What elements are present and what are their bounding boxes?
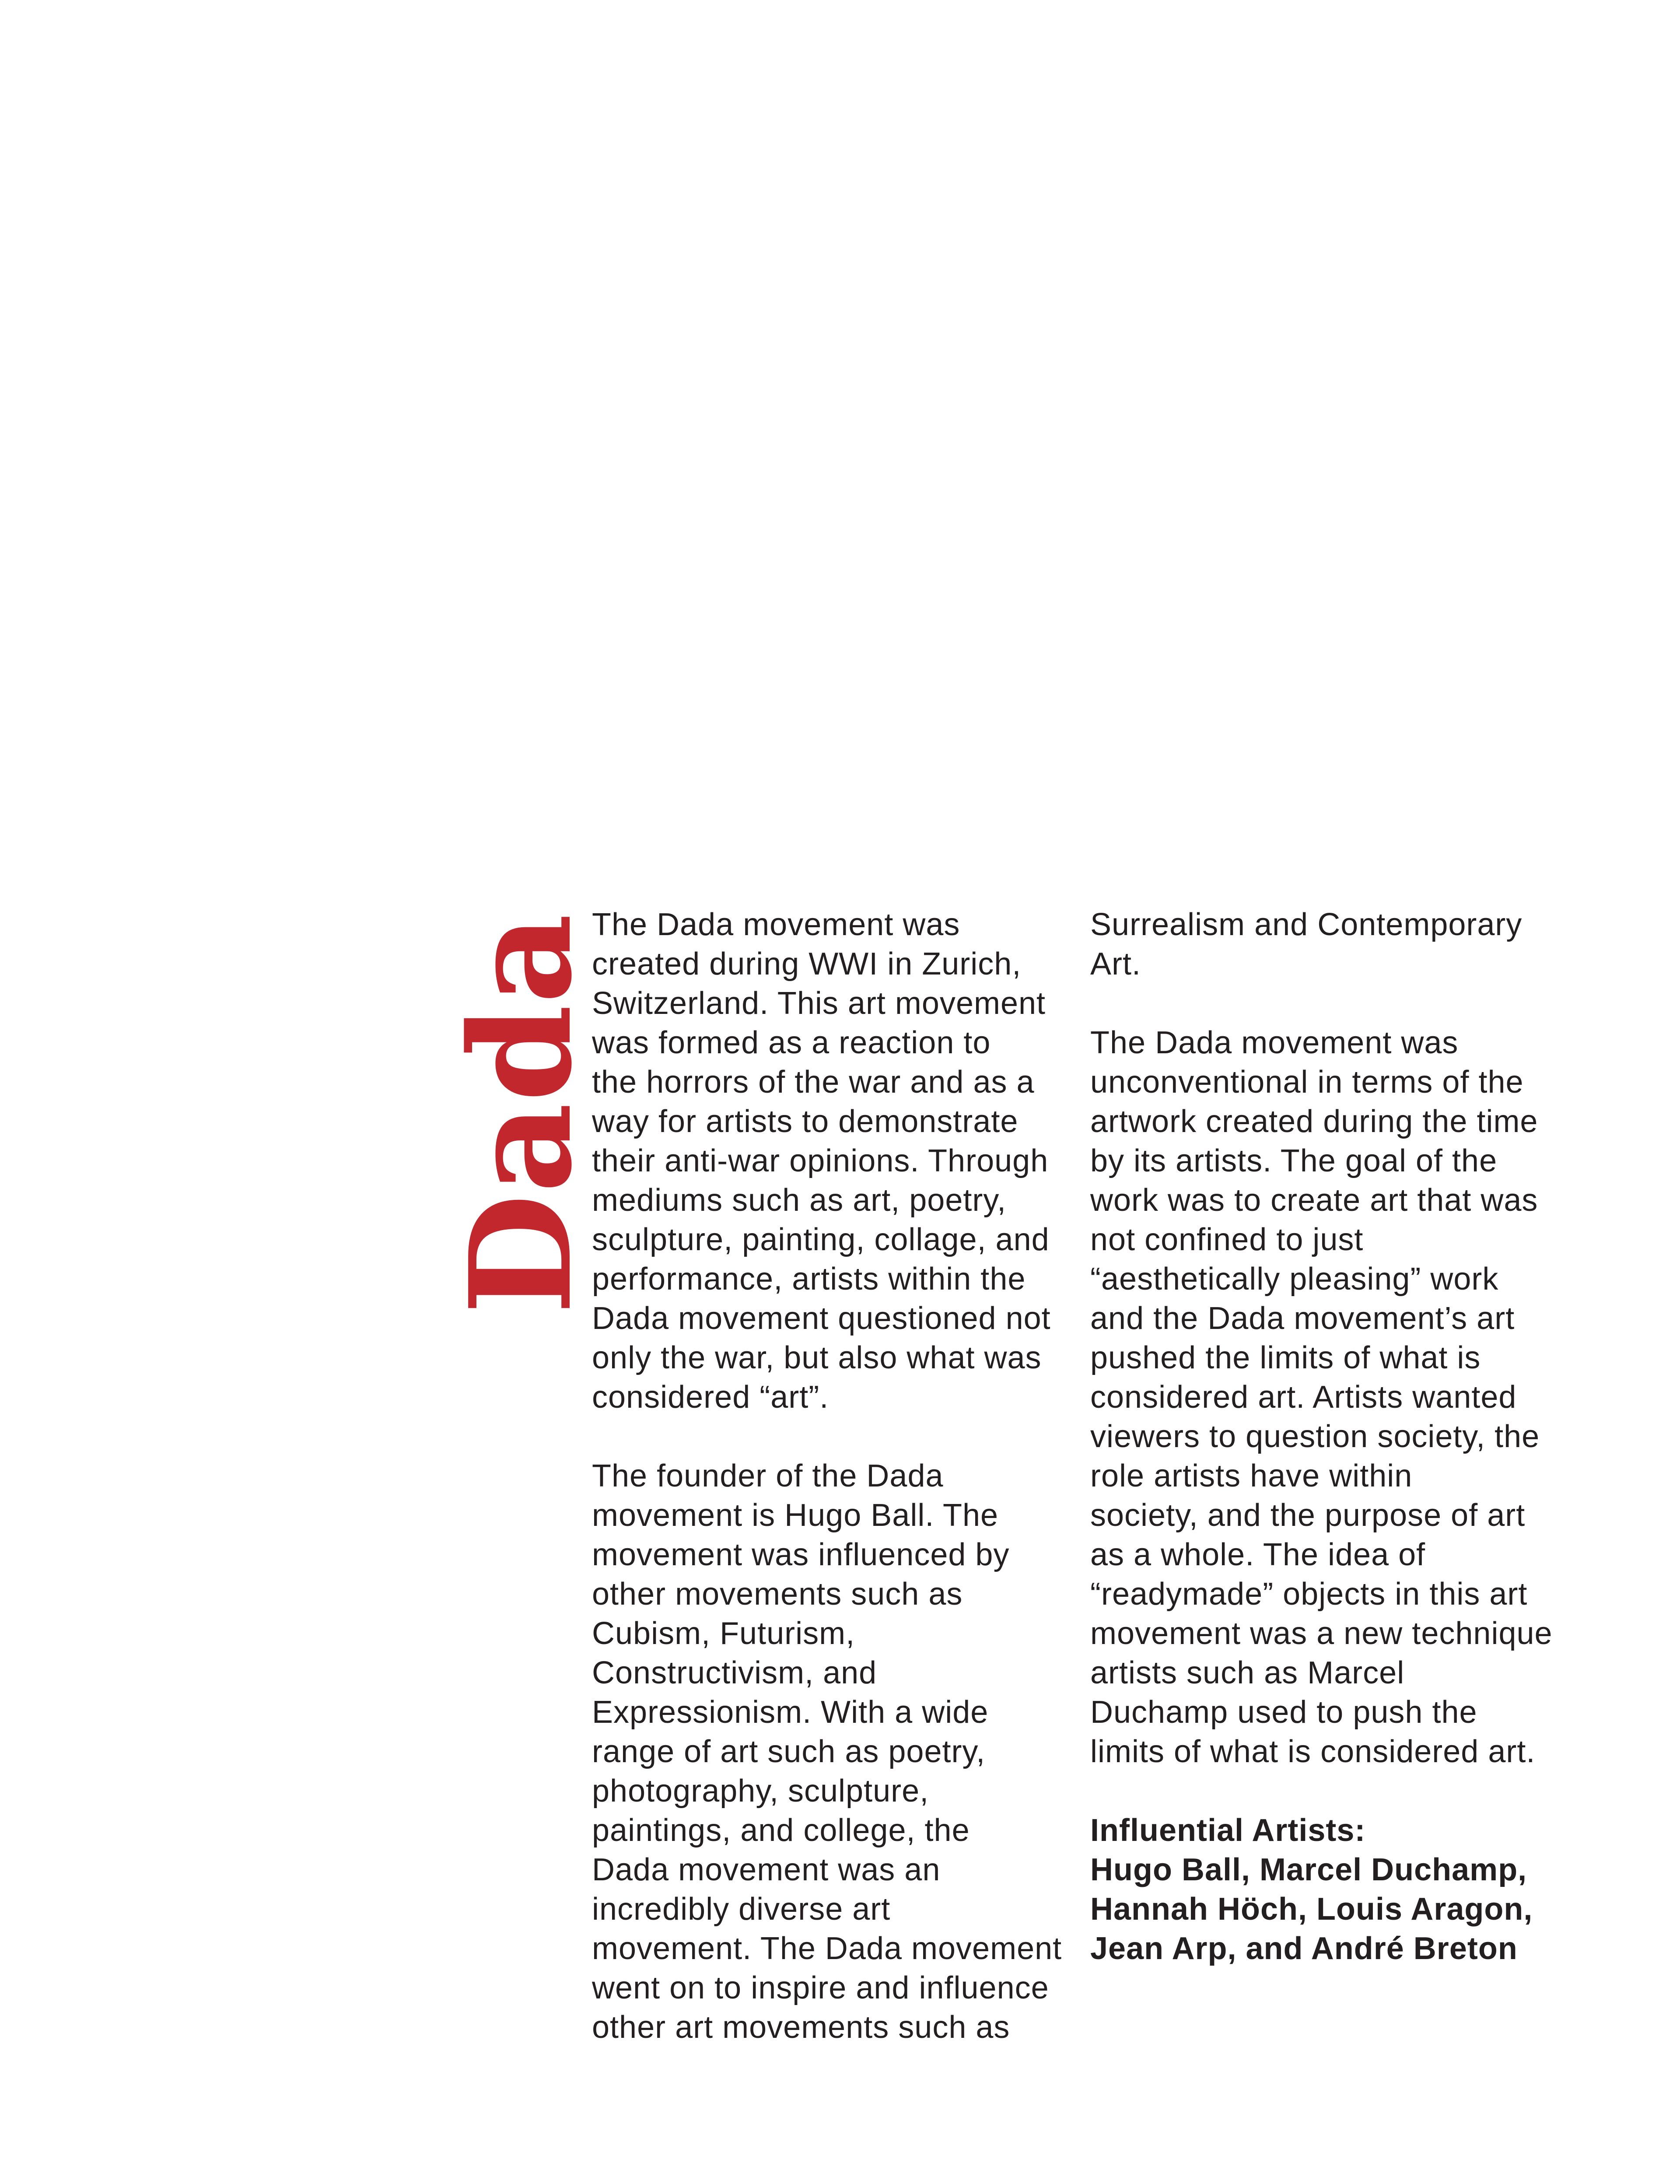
paragraph-goals: The Dada movement was unconventional in terms of the artwork created during the time by its artists. The goal of the work was to create art that was not confined to just “aesthetically pleasing” work and the Dada movement’s art pushed the limits of what is considered art. Artists wanted viewers to question society, the role artists have within society, and the purpose of art as a whole. The idea of “readymade” objects in this art movement was a new technique artists such as Marcel Duchamp used to push the limits of what is considered art. [1090,1025,1553,1769]
left-column [592,905,1082,2086]
artists-heading: Influential Artists: [1090,1813,1366,1848]
title-container [439,899,602,1328]
page-title: Dada [439,912,602,1315]
paragraph-continuation: Surrealism and Contemporary Art. [1090,907,1522,982]
paragraph-origin: The Dada movement was created during WWI in Zurich, Switzerland. This art movement was formed as a reaction to the horrors of the war and as a way for artists to demonstrate their anti-war opinions. Through mediums such as art, poetry, sculpture, painting, collage, and performance, artists within the Dada movement questioned not only the war, but also what was considered “art”. [592,907,1051,1415]
paragraph-founder: The founder of the Dada movement is Hugo Ball. The movement was influenced by other movements such as Cubism, Futurism, Constructivism, and Expressionism. With a wide range of art such as poetry, photography, sculpture, paintings, and college, the Dada movement was an incredibly diverse art movement. The Dada movement went on to inspire and influence other art movements such as [592,1458,1062,2045]
artists-list: Hugo Ball, Marcel Duchamp, Hannah Höch, Louis Aragon, Jean Arp, and André Breton [1090,1852,1533,1966]
right-column [1090,905,1580,1968]
